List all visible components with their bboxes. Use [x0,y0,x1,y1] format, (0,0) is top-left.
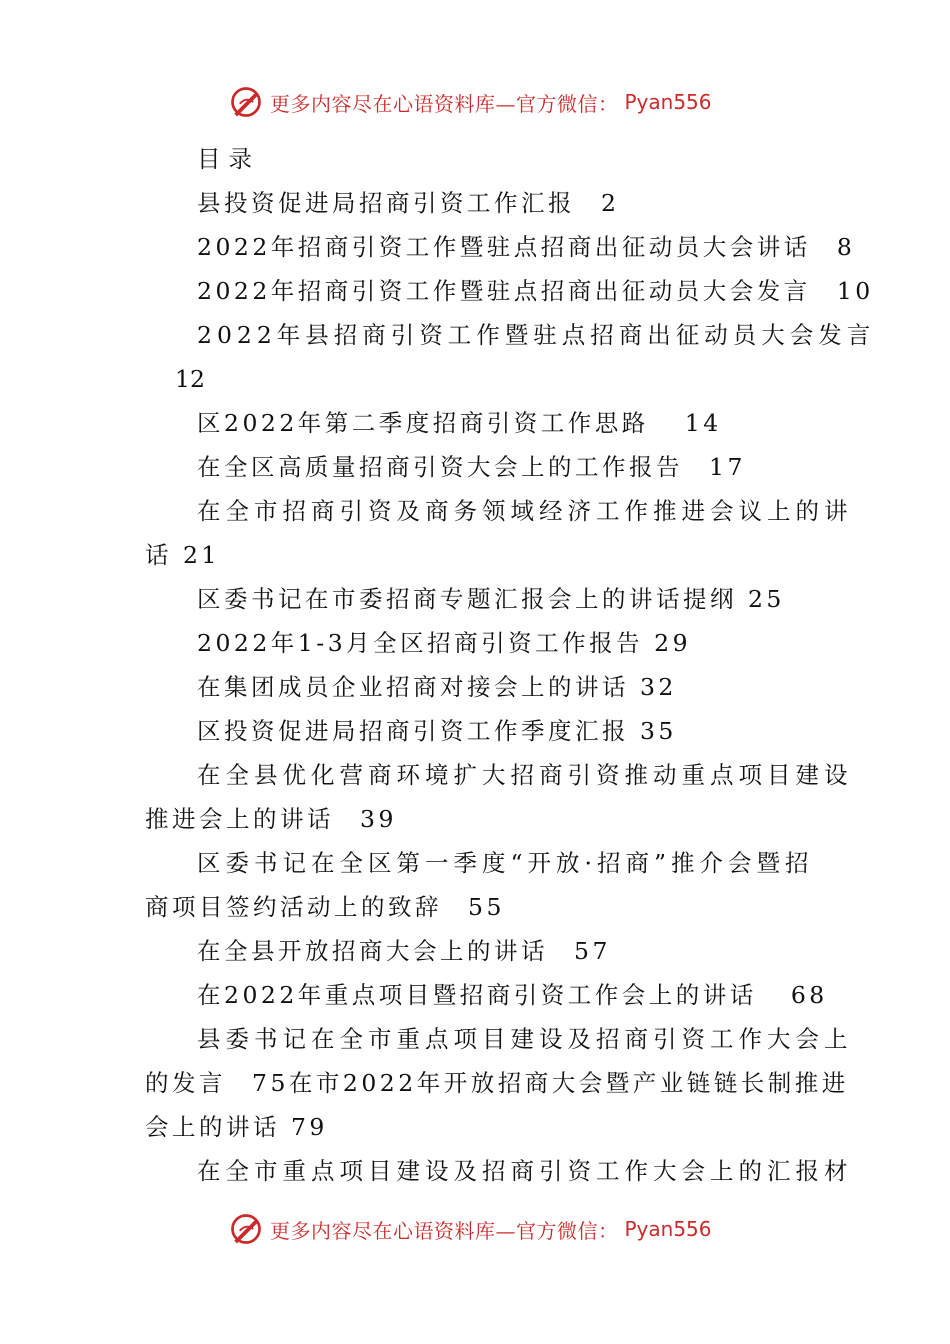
toc-entry-page: 2 [601,189,620,217]
footer-banner [228,1209,712,1249]
toc-entry-text: 2022年招商引资工作暨驻点招商出征动员大会发言 [197,277,811,305]
toc-entry [145,313,876,357]
toc-entry-page: 8 [836,233,856,261]
toc-entry-continuation [145,1105,807,1149]
pen-logo-icon [228,1211,264,1247]
toc-entry-page: 79 [290,1113,328,1141]
toc-entry [145,269,874,313]
toc-entry-page: 35 [639,717,677,745]
toc-entry-text-cont: 会上的讲话 [145,1113,280,1141]
toc-entry-page: 25 [747,585,785,613]
toc-entry-text: 2022年县招商引资工作暨驻点招商出征动员大会发言 [197,321,876,349]
banner-wechat-id: Pyan556 [624,90,712,114]
toc-entry [145,1149,859,1193]
pen-logo-icon [228,84,264,120]
toc-entry [145,1017,859,1061]
toc-entry-page: 14 [684,409,722,437]
banner-wechat-id: Pyan556 [624,1217,712,1241]
toc-entry-text: 在全区高质量招商引资大会上的工作报告 [197,453,683,481]
toc-entry-page: 32 [639,673,677,701]
toc-entry [145,929,859,973]
toc-entry-text: 区委书记在市委招商专题汇报会上的讲话提纲 [197,585,737,613]
toc-entry [145,445,859,489]
toc-entry-page: 68 [790,981,828,1009]
toc-entry [145,753,859,797]
toc-entry-text: 在2022年重点项目暨招商引资工作会上的讲话 [197,981,757,1009]
toc-entry [145,225,859,269]
toc-entry-text-cont: 推进会上的讲话 [145,805,334,833]
toc-entry [145,577,859,621]
toc-entry-text: 区委书记在全区第一季度“开放·招商”推介会暨招 [197,849,814,877]
toc-entry-page: 55 [468,893,505,921]
toc-entry-text: 在全县优化营商环境扩大招商引资推动重点项目建设 [197,761,853,789]
banner-text: 更多内容尽在心语资料库—官方微信： [270,1218,619,1243]
toc-entry [145,489,859,533]
toc-entry-text: 在全市重点项目建设及招商引资工作大会上的汇报材 [197,1157,853,1185]
toc-entry-text-cont: 的发言 [145,1069,226,1097]
toc-entry-page: 39 [360,805,397,833]
toc-entry-text: 县委书记在全市重点项目建设及招商引资工作大会上 [197,1025,853,1053]
toc-entry-page: 21 [182,541,220,569]
toc-entry-text-cont: 商项目签约活动上的致辞 [145,893,442,921]
toc-entry-text: 在全市招商引资及商务领域经济工作推进会议上的讲 [197,497,853,525]
toc-entry [145,841,859,885]
toc-entry [145,401,859,445]
toc-entry-page: 57 [574,937,611,965]
toc-entry-text-cont: 话 [145,541,172,569]
toc-entry-text: 区投资促进局招商引资工作季度汇报 [197,717,629,745]
toc-entry [145,665,859,709]
toc-entry [145,181,859,225]
banner-text: 更多内容尽在心语资料库—官方微信： [270,91,619,116]
toc-entry-text: 2022年1-3月全区招商引资工作报告 [197,629,644,657]
toc-entry [145,709,859,753]
toc-entry-text: 在市2022年开放招商大会暨产业链链长制推进 [288,1069,849,1097]
toc-entry-continuation [145,885,807,929]
toc-entry-text: 县投资促进局招商引资工作汇报 [197,189,575,217]
header-banner [228,82,712,122]
toc-entry-text: 在全县开放招商大会上的讲话 [197,937,548,965]
toc-entry-text: 区2022年第二季度招商引资工作思路 [197,409,649,437]
toc-entry-continuation [145,533,807,577]
toc-entry-page: 17 [709,453,746,481]
toc-entry-continuation [145,797,807,841]
toc-entry [145,621,859,665]
toc-entry-page: 29 [654,629,692,657]
toc-entry [145,973,859,1017]
toc-entry-page: 10 [836,277,874,305]
toc-title: 目录 [197,145,260,173]
toc-entry-text: 2022年招商引资工作暨驻点招商出征动员大会讲话 [197,233,811,261]
toc-entry-text: 在集团成员企业招商对接会上的讲话 [197,673,629,701]
toc-entry-page: 12 [175,365,205,393]
toc-entry-continuation [145,357,837,401]
toc-entry-page: 75 [252,1069,289,1097]
toc-entry-continuation [145,1061,849,1105]
